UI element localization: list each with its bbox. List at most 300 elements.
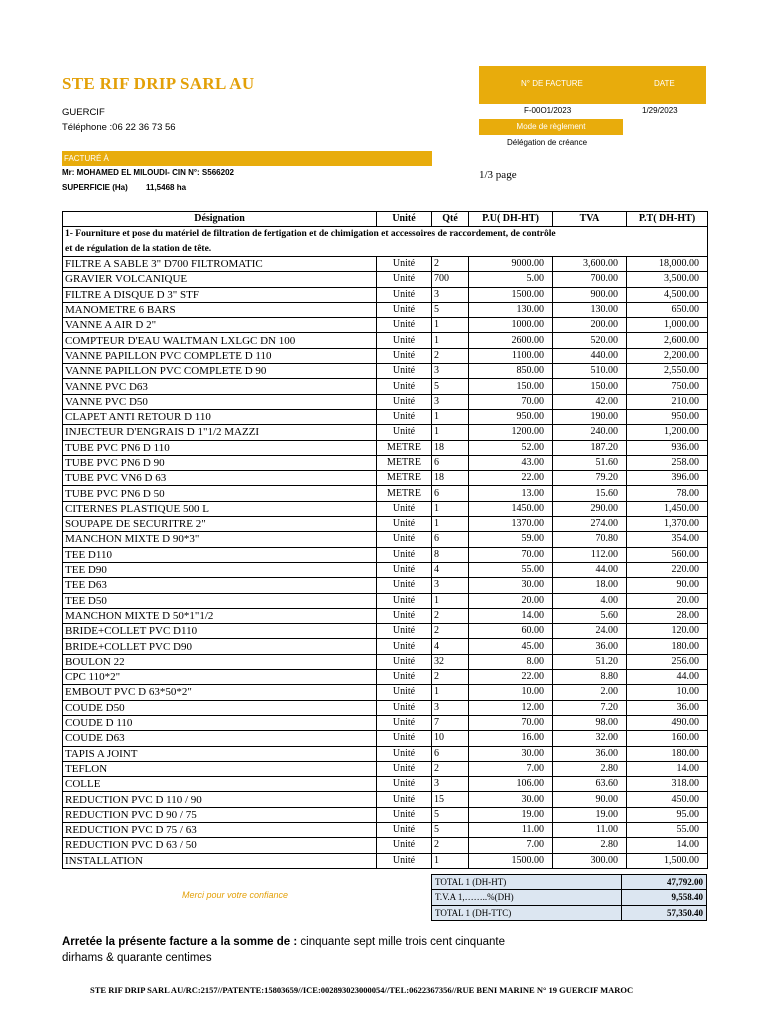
cell-unit-price: 150.00 xyxy=(469,379,553,394)
cell-designation: COLLE xyxy=(63,777,377,792)
cell-unit-price: 11.00 xyxy=(469,822,553,837)
cell-qty: 32 xyxy=(432,654,469,669)
cell-unit-price: 1200.00 xyxy=(469,425,553,440)
table-row xyxy=(63,761,708,776)
cell-designation: REDUCTION PVC D 110 / 90 xyxy=(63,792,377,807)
cell-tva: 150.00 xyxy=(553,379,627,394)
cell-qty: 1 xyxy=(432,853,469,868)
invoice-number: F-00O1/2023 xyxy=(524,106,572,115)
table-row xyxy=(63,302,708,317)
table-row xyxy=(63,715,708,730)
cell-unit: Unité xyxy=(377,792,432,807)
cell-tva: 15.60 xyxy=(553,486,627,501)
cell-total-price: 1,200.00 xyxy=(627,425,708,440)
cell-qty: 1 xyxy=(432,501,469,516)
cell-total-price: 14.00 xyxy=(627,761,708,776)
total-ht-value: 47,792.00 xyxy=(622,875,707,890)
cell-tva: 3,600.00 xyxy=(553,257,627,272)
table-row xyxy=(63,272,708,287)
cell-tva: 5.60 xyxy=(553,608,627,623)
cell-tva: 18.00 xyxy=(553,578,627,593)
total-ttc-row xyxy=(432,905,707,920)
cell-unit-price: 19.00 xyxy=(469,807,553,822)
cell-unit: Unité xyxy=(377,670,432,685)
cell-qty: 3 xyxy=(432,394,469,409)
cell-total-price: 90.00 xyxy=(627,578,708,593)
invoice-date: 1/29/2023 xyxy=(642,106,678,115)
cell-qty: 4 xyxy=(432,639,469,654)
cell-tva: 187.20 xyxy=(553,440,627,455)
cell-qty: 2 xyxy=(432,670,469,685)
cell-tva: 11.00 xyxy=(553,822,627,837)
cell-designation: GRAVIER VOLCANIQUE xyxy=(63,272,377,287)
cell-total-price: 560.00 xyxy=(627,547,708,562)
col-header-unit: Unité xyxy=(377,212,432,227)
table-row xyxy=(63,838,708,853)
cell-tva: 290.00 xyxy=(553,501,627,516)
cell-tva: 2.00 xyxy=(553,685,627,700)
cell-designation: FILTRE A DISQUE D 3" STF xyxy=(63,287,377,302)
cell-unit: METRE xyxy=(377,486,432,501)
cell-unit: Unité xyxy=(377,272,432,287)
cell-qty: 7 xyxy=(432,715,469,730)
cell-designation: COMPTEUR D'EAU WALTMAN LXLGC DN 100 xyxy=(63,333,377,348)
cell-total-price: 1,500.00 xyxy=(627,853,708,868)
table-row xyxy=(63,455,708,470)
cell-total-price: 1,370.00 xyxy=(627,517,708,532)
description-row xyxy=(63,227,708,242)
table-row xyxy=(63,517,708,532)
cell-unit: Unité xyxy=(377,807,432,822)
table-row xyxy=(63,639,708,654)
cell-qty: 1 xyxy=(432,593,469,608)
total-ht-row xyxy=(432,875,707,890)
cell-qty: 2 xyxy=(432,624,469,639)
cell-designation: TEFLON xyxy=(63,761,377,776)
cell-designation: REDUCTION PVC D 75 / 63 xyxy=(63,822,377,837)
cell-tva: 240.00 xyxy=(553,425,627,440)
cell-designation: EMBOUT PVC D 63*50*2" xyxy=(63,685,377,700)
cell-tva: 200.00 xyxy=(553,318,627,333)
cell-total-price: 55.00 xyxy=(627,822,708,837)
cell-unit: Unité xyxy=(377,838,432,853)
cell-unit-price: 1370.00 xyxy=(469,517,553,532)
cell-designation: VANNE PVC D50 xyxy=(63,394,377,409)
company-phone: Téléphone :06 22 36 73 56 xyxy=(62,122,176,133)
cell-unit: Unité xyxy=(377,777,432,792)
description-row xyxy=(63,242,708,257)
cell-qty: 5 xyxy=(432,302,469,317)
area-label: SUPERFICIE (Ha) xyxy=(62,183,128,192)
description-line-2: et de régulation de la station de tête. xyxy=(63,242,708,257)
cell-unit: Unité xyxy=(377,425,432,440)
cell-qty: 3 xyxy=(432,700,469,715)
table-row xyxy=(63,394,708,409)
payment-mode-label: Mode de règlement xyxy=(479,119,623,135)
table-row xyxy=(63,593,708,608)
cell-qty: 3 xyxy=(432,578,469,593)
cell-unit-price: 1450.00 xyxy=(469,501,553,516)
cell-qty: 1 xyxy=(432,333,469,348)
area-value: 11,5468 ha xyxy=(146,183,187,192)
cell-tva: 98.00 xyxy=(553,715,627,730)
cell-total-price: 1,450.00 xyxy=(627,501,708,516)
cell-tva: 32.00 xyxy=(553,731,627,746)
cell-total-price: 950.00 xyxy=(627,409,708,424)
cell-unit-price: 7.00 xyxy=(469,838,553,853)
cell-unit: Unité xyxy=(377,547,432,562)
cell-designation: TEE D50 xyxy=(63,593,377,608)
cell-tva: 51.60 xyxy=(553,455,627,470)
cell-tva: 520.00 xyxy=(553,333,627,348)
cell-tva: 190.00 xyxy=(553,409,627,424)
cell-unit: Unité xyxy=(377,624,432,639)
cell-tva: 7.20 xyxy=(553,700,627,715)
cell-unit-price: 45.00 xyxy=(469,639,553,654)
cell-unit: Unité xyxy=(377,593,432,608)
invoice-date-label: DATE xyxy=(654,79,675,88)
cell-unit: Unité xyxy=(377,746,432,761)
table-row xyxy=(63,501,708,516)
company-city: GUERCIF xyxy=(62,107,105,118)
cell-tva: 2.80 xyxy=(553,761,627,776)
cell-total-price: 10.00 xyxy=(627,685,708,700)
table-row xyxy=(63,700,708,715)
cell-tva: 700.00 xyxy=(553,272,627,287)
cell-qty: 5 xyxy=(432,807,469,822)
cell-designation: COUDE D 110 xyxy=(63,715,377,730)
cell-unit: Unité xyxy=(377,409,432,424)
cell-total-price: 95.00 xyxy=(627,807,708,822)
cell-total-price: 396.00 xyxy=(627,471,708,486)
table-row xyxy=(63,746,708,761)
cell-total-price: 750.00 xyxy=(627,379,708,394)
cell-designation: BRIDE+COLLET PVC D110 xyxy=(63,624,377,639)
cell-total-price: 256.00 xyxy=(627,654,708,669)
cell-total-price: 44.00 xyxy=(627,670,708,685)
table-row xyxy=(63,532,708,547)
cell-unit-price: 60.00 xyxy=(469,624,553,639)
table-row xyxy=(63,853,708,868)
cell-unit: Unité xyxy=(377,761,432,776)
cell-designation: BRIDE+COLLET PVC D90 xyxy=(63,639,377,654)
cell-total-price: 18,000.00 xyxy=(627,257,708,272)
totals-table xyxy=(431,874,707,921)
cell-unit-price: 70.00 xyxy=(469,394,553,409)
table-row xyxy=(63,731,708,746)
table-row xyxy=(63,562,708,577)
cell-unit: Unité xyxy=(377,853,432,868)
table-row xyxy=(63,348,708,363)
total-ttc-label: TOTAL 1 (DH-TTC) xyxy=(432,905,622,920)
cell-tva: 36.00 xyxy=(553,746,627,761)
cell-qty: 1 xyxy=(432,685,469,700)
cell-total-price: 180.00 xyxy=(627,746,708,761)
cell-tva: 8.80 xyxy=(553,670,627,685)
col-header-tva: TVA xyxy=(553,212,627,227)
cell-total-price: 450.00 xyxy=(627,792,708,807)
cell-qty: 6 xyxy=(432,532,469,547)
cell-unit-price: 16.00 xyxy=(469,731,553,746)
cell-tva: 4.00 xyxy=(553,593,627,608)
cell-unit-price: 20.00 xyxy=(469,593,553,608)
cell-unit-price: 8.00 xyxy=(469,654,553,669)
cell-unit-price: 22.00 xyxy=(469,471,553,486)
cell-qty: 2 xyxy=(432,761,469,776)
cell-unit-price: 950.00 xyxy=(469,409,553,424)
items-table xyxy=(62,211,708,869)
cell-qty: 1 xyxy=(432,425,469,440)
cell-unit-price: 70.00 xyxy=(469,715,553,730)
client-name: Mr: MOHAMED EL MILOUDI- CIN N°: S566202 xyxy=(62,168,234,177)
cell-unit-price: 5.00 xyxy=(469,272,553,287)
payment-mode-value: Délégation de créance xyxy=(507,138,588,147)
cell-total-price: 4,500.00 xyxy=(627,287,708,302)
cell-unit: Unité xyxy=(377,700,432,715)
cell-unit: Unité xyxy=(377,715,432,730)
cell-unit: Unité xyxy=(377,731,432,746)
cell-unit-price: 1000.00 xyxy=(469,318,553,333)
cell-unit: Unité xyxy=(377,822,432,837)
invoice-header-box xyxy=(479,66,706,104)
cell-unit: Unité xyxy=(377,608,432,623)
cell-unit: Unité xyxy=(377,364,432,379)
cell-unit-price: 30.00 xyxy=(469,578,553,593)
cell-unit-price: 55.00 xyxy=(469,562,553,577)
cell-qty: 18 xyxy=(432,440,469,455)
table-row xyxy=(63,440,708,455)
page-indicator: 1/3 page xyxy=(479,169,517,181)
cell-qty: 18 xyxy=(432,471,469,486)
cell-designation: INJECTEUR D'ENGRAIS D 1"1/2 MAZZI xyxy=(63,425,377,440)
cell-unit-price: 14.00 xyxy=(469,608,553,623)
cell-unit-price: 850.00 xyxy=(469,364,553,379)
cell-total-price: 2,600.00 xyxy=(627,333,708,348)
cell-unit: Unité xyxy=(377,685,432,700)
table-row xyxy=(63,608,708,623)
cell-unit-price: 1500.00 xyxy=(469,853,553,868)
cell-qty: 6 xyxy=(432,486,469,501)
table-row xyxy=(63,287,708,302)
cell-designation: REDUCTION PVC D 63 / 50 xyxy=(63,838,377,853)
table-row xyxy=(63,364,708,379)
cell-tva: 36.00 xyxy=(553,639,627,654)
cell-unit-price: 7.00 xyxy=(469,761,553,776)
cell-designation: VANNE PVC D63 xyxy=(63,379,377,394)
cell-qty: 700 xyxy=(432,272,469,287)
total-tva-value: 9,558.40 xyxy=(622,890,707,905)
col-header-qty: Qté xyxy=(432,212,469,227)
cell-qty: 2 xyxy=(432,257,469,272)
cell-unit-price: 1500.00 xyxy=(469,287,553,302)
cell-unit: METRE xyxy=(377,440,432,455)
cell-unit: Unité xyxy=(377,639,432,654)
table-row xyxy=(63,425,708,440)
col-header-designation: Désignation xyxy=(63,212,377,227)
cell-qty: 1 xyxy=(432,318,469,333)
cell-designation: TAPIS A JOINT xyxy=(63,746,377,761)
col-header-unit-price: P.U( DH-HT) xyxy=(469,212,553,227)
cell-tva: 440.00 xyxy=(553,348,627,363)
cell-unit-price: 43.00 xyxy=(469,455,553,470)
cell-unit-price: 52.00 xyxy=(469,440,553,455)
cell-designation: TUBE PVC PN6 D 110 xyxy=(63,440,377,455)
cell-total-price: 160.00 xyxy=(627,731,708,746)
table-row xyxy=(63,257,708,272)
cell-qty: 6 xyxy=(432,455,469,470)
cell-qty: 2 xyxy=(432,348,469,363)
table-header-row xyxy=(63,212,708,227)
cell-qty: 5 xyxy=(432,379,469,394)
cell-tva: 19.00 xyxy=(553,807,627,822)
cell-qty: 1 xyxy=(432,517,469,532)
cell-tva: 70.80 xyxy=(553,532,627,547)
cell-unit: Unité xyxy=(377,333,432,348)
table-row xyxy=(63,822,708,837)
cell-unit: Unité xyxy=(377,379,432,394)
cell-tva: 79.20 xyxy=(553,471,627,486)
cell-unit-price: 1100.00 xyxy=(469,348,553,363)
cell-tva: 42.00 xyxy=(553,394,627,409)
company-name: STE RIF DRIP SARL AU xyxy=(62,74,255,93)
cell-unit-price: 2600.00 xyxy=(469,333,553,348)
cell-designation: VANNE A AIR D 2" xyxy=(63,318,377,333)
cell-unit: Unité xyxy=(377,501,432,516)
cell-unit-price: 59.00 xyxy=(469,532,553,547)
col-header-total-price: P.T( DH-HT) xyxy=(627,212,708,227)
table-row xyxy=(63,792,708,807)
cell-designation: TEE D90 xyxy=(63,562,377,577)
cell-unit-price: 30.00 xyxy=(469,746,553,761)
cell-unit: Unité xyxy=(377,394,432,409)
cell-designation: TEE D63 xyxy=(63,578,377,593)
amount-in-words xyxy=(62,936,505,948)
table-row xyxy=(63,318,708,333)
cell-tva: 112.00 xyxy=(553,547,627,562)
table-row xyxy=(63,777,708,792)
table-row xyxy=(63,578,708,593)
table-row xyxy=(63,486,708,501)
cell-qty: 3 xyxy=(432,287,469,302)
table-row xyxy=(63,685,708,700)
description-line-1: 1- Fourniture et pose du matériel de filtration de fertigation et de chimigation et accessoires de raccordement, de contrôle xyxy=(63,227,708,242)
cell-unit: Unité xyxy=(377,348,432,363)
cell-unit: Unité xyxy=(377,532,432,547)
cell-tva: 24.00 xyxy=(553,624,627,639)
cell-total-price: 258.00 xyxy=(627,455,708,470)
cell-designation: VANNE PAPILLON PVC COMPLETE D 110 xyxy=(63,348,377,363)
cell-designation: COUDE D63 xyxy=(63,731,377,746)
amount-label: Arretée la présente facture a la somme de : xyxy=(62,936,298,948)
cell-designation: INSTALLATION xyxy=(63,853,377,868)
invoice-number-label: N° DE FACTURE xyxy=(521,79,583,88)
cell-unit: Unité xyxy=(377,517,432,532)
cell-unit: Unité xyxy=(377,318,432,333)
table-row xyxy=(63,670,708,685)
table-row xyxy=(63,333,708,348)
cell-designation: MANCHON MIXTE D 50*1"1/2 xyxy=(63,608,377,623)
cell-designation: FILTRE A SABLE 3" D700 FILTROMATIC xyxy=(63,257,377,272)
cell-tva: 130.00 xyxy=(553,302,627,317)
cell-total-price: 650.00 xyxy=(627,302,708,317)
cell-designation: CLAPET ANTI RETOUR D 110 xyxy=(63,409,377,424)
cell-unit-price: 30.00 xyxy=(469,792,553,807)
total-ht-label: TOTAL 1 (DH-HT) xyxy=(432,875,622,890)
cell-designation: CPC 110*2" xyxy=(63,670,377,685)
cell-unit: Unité xyxy=(377,578,432,593)
cell-qty: 10 xyxy=(432,731,469,746)
table-row xyxy=(63,807,708,822)
table-row xyxy=(63,379,708,394)
cell-qty: 15 xyxy=(432,792,469,807)
cell-tva: 44.00 xyxy=(553,562,627,577)
cell-tva: 274.00 xyxy=(553,517,627,532)
footer-legal-info: STE RIF DRIP SARL AU/RC:2157//PATENTE:15803659//ICE:002893023000054//TEL:0622367356//RUE BENI MARINE N° 19 GUERCIF MAROC xyxy=(90,985,634,995)
cell-total-price: 78.00 xyxy=(627,486,708,501)
cell-unit-price: 106.00 xyxy=(469,777,553,792)
cell-tva: 2.80 xyxy=(553,838,627,853)
total-ttc-value: 57,350.40 xyxy=(622,905,707,920)
amount-words-line-2: dirhams & quarante centimes xyxy=(62,952,212,964)
cell-qty: 3 xyxy=(432,777,469,792)
table-row xyxy=(63,409,708,424)
total-tva-row xyxy=(432,890,707,905)
amount-words-line-1: cinquante sept mille trois cent cinquante xyxy=(300,936,505,948)
cell-qty: 3 xyxy=(432,364,469,379)
cell-designation: CITERNES PLASTIQUE 500 L xyxy=(63,501,377,516)
cell-tva: 63.60 xyxy=(553,777,627,792)
cell-designation: COUDE D50 xyxy=(63,700,377,715)
billed-to-label: FACTURÉ À xyxy=(62,151,432,166)
cell-unit: Unité xyxy=(377,302,432,317)
cell-total-price: 28.00 xyxy=(627,608,708,623)
cell-unit-price: 13.00 xyxy=(469,486,553,501)
cell-unit-price: 70.00 xyxy=(469,547,553,562)
cell-total-price: 36.00 xyxy=(627,700,708,715)
cell-unit-price: 12.00 xyxy=(469,700,553,715)
cell-unit: Unité xyxy=(377,654,432,669)
table-row xyxy=(63,547,708,562)
cell-total-price: 318.00 xyxy=(627,777,708,792)
cell-qty: 5 xyxy=(432,822,469,837)
total-tva-label: T.V.A 1,……..%(DH) xyxy=(432,890,622,905)
cell-total-price: 14.00 xyxy=(627,838,708,853)
cell-qty: 8 xyxy=(432,547,469,562)
cell-qty: 6 xyxy=(432,746,469,761)
cell-designation: MANOMETRE 6 BARS xyxy=(63,302,377,317)
cell-total-price: 936.00 xyxy=(627,440,708,455)
cell-total-price: 20.00 xyxy=(627,593,708,608)
cell-unit-price: 130.00 xyxy=(469,302,553,317)
cell-designation: TUBE PVC PN6 D 90 xyxy=(63,455,377,470)
cell-tva: 510.00 xyxy=(553,364,627,379)
cell-designation: REDUCTION PVC D 90 / 75 xyxy=(63,807,377,822)
cell-tva: 900.00 xyxy=(553,287,627,302)
cell-unit: Unité xyxy=(377,287,432,302)
cell-tva: 90.00 xyxy=(553,792,627,807)
cell-unit-price: 9000.00 xyxy=(469,257,553,272)
cell-qty: 2 xyxy=(432,608,469,623)
cell-qty: 2 xyxy=(432,838,469,853)
cell-unit-price: 10.00 xyxy=(469,685,553,700)
thanks-message: Merci pour votre confiance xyxy=(182,890,289,900)
cell-tva: 300.00 xyxy=(553,853,627,868)
table-row xyxy=(63,654,708,669)
cell-designation: MANCHON MIXTE D 90*3" xyxy=(63,532,377,547)
cell-designation: BOULON 22 xyxy=(63,654,377,669)
cell-designation: TEE D110 xyxy=(63,547,377,562)
cell-total-price: 354.00 xyxy=(627,532,708,547)
